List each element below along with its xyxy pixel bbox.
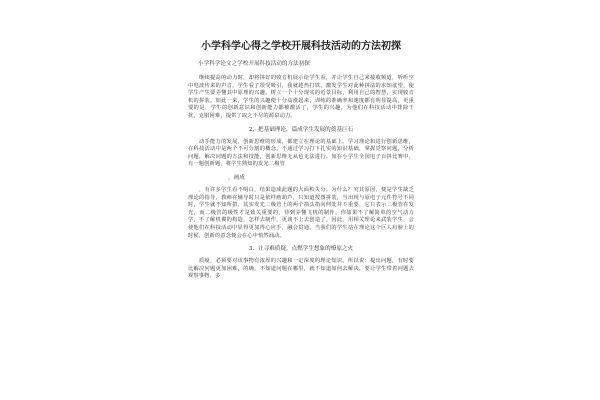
paragraph: 动手能力的发展，创新思维的形成，都建立在理论的基础上。学习理论和进行创新思维，在科技活动中是两个不可分割的概念，不通过学习打下扎实的知识基础，掌握觉察问题，分析问题，解决问题的方法和技能，创新思维无从也无法进行。如在小学生全国电子百拼比赛中，有一题创新题，将学生熟知的发光二极管 (188, 138, 414, 168)
document-title: 小学科学心得之学校开展科技活动的方法初探 (201, 41, 401, 52)
paragraph: 继续提高的动力时，却将拼好的收音机展示给学生看，并让学生自己来接收频道，听听空中电波传来的声音，学生看了很受吸引，我就趁热打铁，激发学生对此种拼法的求知欲望，使学生产生要弄懂其中原理的兴趣，树立一个十分现实的近景目标，利用自己的智慧，实现收音机的拼装。如此一来，学生的兴趣便十分高涨起来，训练的准确率和速度都有明显提高，更重要的是，学生的创新意识和创新能力都被激活了，学生的兴趣，为他们在科技活动中排除干扰，克服困难，提供了取之不尽的源泉动力。 (188, 75, 414, 119)
section-fragment: ，画成 (228, 174, 245, 181)
document-subtitle: 小学科学论文之学校开展科技活动的方法初探 (198, 61, 310, 67)
section-heading: 2、把基础理论，篇成学生发展的奠基巨石 (248, 126, 354, 133)
paragraph: ，有许多学生看不明白，结果造成此题的大面积失分。为什么？究其原因，便是学生缺乏理论的指导，教师在辅导时只是依样画葫芦，只知道按图拼装，当出现与原电子元件符号不同时，学生就不知所措，其实发光二极管上的两个箭头指向何处并不重要，它只表示二极管在发光，而二极管的极性才是致关重要的，待到弄懂飞机的制作，你如果不了解简单的空气动力学，不了解机翼的构造，怎样去制作，更谈不上去创造了。因此，用相关理论来武装学生，会使他们在科技活动中显得更加得心应手，融会贯通。当我们的学生站在理论这个巨人肩膀上的时候，创新的意念便会在心中悄然涌动。 (188, 186, 414, 239)
paragraph: 质疑，必须要对该事物有浓厚的兴趣和一定深度的理论知识。所以说：提出问题，有时要比解决问题更加困难，的确，不知道问题在哪里，就不知道如何去解决，要让学生带着问题去观察事物，多 (188, 258, 414, 280)
section-heading: 3、让寻难质疑，点燃学生想象的燎原之火 (248, 246, 354, 253)
document-page (188, 40, 414, 400)
